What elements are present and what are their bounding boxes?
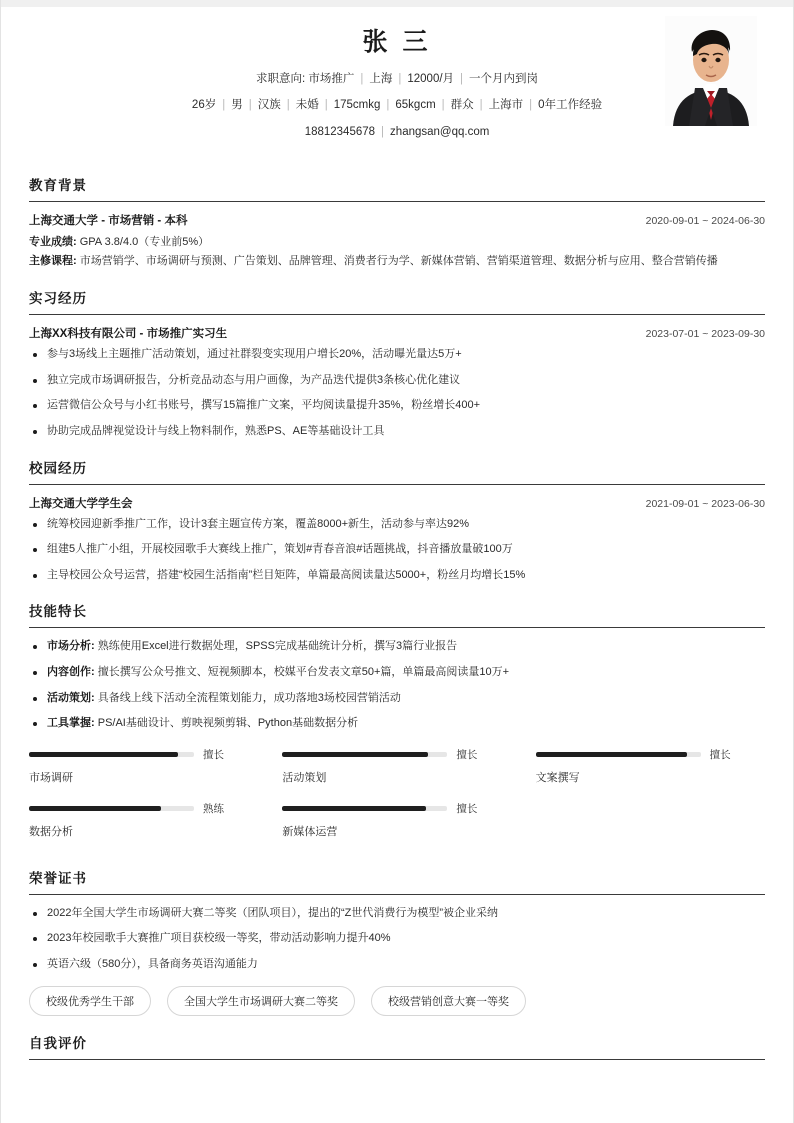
personal-info-item-7: 上海市	[488, 99, 524, 112]
campus-bullets	[29, 516, 765, 585]
contact-item-0: 18812345678	[304, 125, 376, 138]
separator-icon: |	[441, 99, 445, 112]
skill-bar-cell	[282, 801, 511, 851]
separator-icon: |	[479, 99, 483, 112]
personal-info-item-5: 65kgcm	[395, 99, 436, 112]
contact-item-1: zhangsan@qq.com	[390, 125, 490, 138]
skill-progress-fill	[29, 806, 161, 811]
separator-icon: |	[286, 99, 290, 112]
job-intent-item-0: 市场推广	[308, 73, 355, 85]
skill-bar-grid	[29, 747, 765, 851]
job-intent-values	[308, 73, 538, 85]
skill-bar-row	[536, 747, 765, 762]
section-internship	[29, 287, 765, 440]
section-title-internship: 实习经历	[29, 291, 87, 307]
internship-bullets	[29, 346, 765, 440]
skill-bar-cell	[536, 747, 765, 797]
section-divider	[29, 1059, 765, 1060]
section-title-skills: 技能特长	[29, 604, 87, 620]
separator-icon: |	[360, 73, 364, 85]
skill-text: 擅长撰写公众号推文、短视频脚本，校媒平台发表文章50+篇，单篇最高阅读量10万+	[94, 666, 510, 678]
list-item	[29, 715, 765, 733]
separator-icon: |	[398, 73, 402, 85]
job-intent-line	[29, 71, 765, 88]
section-divider	[29, 894, 765, 895]
skill-name-label: 新媒体运营	[282, 825, 338, 838]
separator-icon: |	[529, 99, 533, 112]
list-item: 英语六级（580分），具备商务英语沟通能力	[29, 956, 765, 974]
separator-icon: |	[381, 125, 385, 138]
section-divider	[29, 484, 765, 485]
section-divider	[29, 314, 765, 315]
skill-bar-row	[282, 801, 511, 816]
skill-progress-fill	[282, 806, 426, 811]
skill-bar-cell	[282, 747, 511, 797]
skill-level-label: 擅长	[203, 748, 224, 761]
section-title-self-evaluation: 自我评价	[29, 1035, 87, 1051]
section-title-education: 教育背景	[29, 177, 87, 193]
education-gpa-value: GPA 3.8/4.0（专业前5%）	[79, 235, 210, 248]
honor-tag[interactable]: 校级营销创意大赛一等奖	[371, 986, 526, 1016]
skill-bar-row	[282, 747, 511, 762]
skill-name-label: 文案撰写	[535, 771, 580, 784]
skill-text: 熟练使用Excel进行数据处理，SPSS完成基础统计分析，撰写3篇行业报告	[94, 640, 458, 653]
section-self-evaluation	[29, 1032, 765, 1060]
education-school: 上海交通大学 - 市场营销 - 本科	[29, 214, 188, 227]
honor-bullets	[29, 905, 765, 974]
education-courses-label: 主修课程:	[29, 255, 77, 267]
internship-entry-head	[29, 325, 765, 341]
skill-bullets	[29, 638, 765, 732]
list-item: 独立完成市场调研报告，分析竞品动态与用户画像，为产品迭代提供3条核心优化建议	[29, 372, 765, 390]
avatar	[665, 16, 757, 126]
list-item: 2023年校园歌手大赛推广项目获校级一等奖，带动活动影响力提升40%	[29, 930, 765, 948]
section-campus	[29, 457, 765, 585]
skill-name-label: 数据分析	[29, 825, 73, 838]
education-date: 2020-09-01 ~ 2024-06-30	[645, 214, 765, 227]
section-divider	[29, 201, 765, 202]
personal-info-item-3: 未婚	[295, 99, 319, 112]
skill-level-label: 擅长	[456, 748, 478, 761]
skill-name-label: 活动策划	[282, 771, 327, 784]
skill-bar-row	[29, 747, 258, 762]
honor-tag[interactable]: 校级优秀学生干部	[29, 986, 151, 1016]
skill-bar-cell	[29, 747, 258, 797]
internship-role: - 市场推广实习生	[136, 328, 228, 341]
job-intent-label: 求职意向:	[255, 73, 306, 85]
list-item	[29, 690, 765, 708]
skill-level-label: 擅长	[709, 748, 731, 761]
section-title-honors: 荣誉证书	[29, 870, 87, 886]
list-item: 2022年全国大学生市场调研大赛二等奖（团队项目），提出的“Z世代消费行为模型”被企业采纳	[29, 905, 765, 923]
separator-icon: |	[324, 99, 328, 112]
job-intent-item-3: 一个月内到岗	[469, 73, 539, 85]
page-title: 张 三	[362, 28, 432, 56]
separator-icon: |	[222, 99, 226, 112]
education-courses	[29, 252, 765, 271]
skill-bar-row	[29, 801, 258, 816]
section-divider	[29, 627, 765, 628]
education-gpa-label: 专业成绩:	[29, 235, 77, 248]
list-item	[29, 664, 765, 682]
list-item: 主导校园公众号运营，搭建“校园生活指南”栏目矩阵，单篇最高阅读量达5000+，粉丝月均增长15%	[29, 567, 765, 585]
skill-text: PS/AI基础设计、剪映视频剪辑、Python基础数据分析	[94, 717, 359, 730]
list-item: 统筹校园迎新季推广工作，设计3套主题宣传方案，覆盖8000+新生，活动参与率达92%	[29, 516, 765, 534]
campus-entry-head	[29, 495, 765, 511]
skill-progress-track	[282, 806, 447, 811]
list-item: 协助完成品牌视觉设计与线上物料制作，熟悉PS、AE等基础设计工具	[29, 423, 765, 441]
separator-icon: |	[460, 73, 464, 85]
list-item: 参与3场线上主题推广活动策划，通过社群裂变实现用户增长20%，活动曝光量达5万+	[29, 346, 765, 364]
internship-company	[29, 325, 227, 341]
personal-info-item-0: 26岁	[191, 99, 217, 112]
personal-info-item-8: 0年工作经验	[538, 99, 603, 112]
personal-info-item-4: 175cmkg	[333, 99, 381, 112]
skill-progress-track	[282, 752, 447, 757]
personal-info-line	[29, 97, 765, 114]
skill-label: 市场分析:	[47, 640, 95, 653]
separator-icon: |	[386, 99, 390, 112]
skill-progress-track	[29, 806, 194, 811]
education-entry-head	[29, 212, 765, 228]
job-intent-item-1: 上海	[369, 73, 393, 85]
skill-progress-track	[536, 752, 701, 757]
resume-header	[29, 0, 765, 158]
separator-icon: |	[248, 99, 252, 112]
list-item	[29, 638, 765, 656]
skill-label: 工具掌握:	[47, 717, 95, 730]
skill-level-label: 熟练	[203, 802, 224, 815]
skill-progress-track	[29, 752, 194, 757]
personal-info-item-1: 男	[231, 99, 243, 112]
section-title-campus: 校园经历	[29, 460, 87, 476]
education-courses-value: 市场营销学、市场调研与预测、广告策划、品牌管理、消费者行为学、新媒体营销、营销渠道管理、数据分析与应用、整合营销传播	[79, 255, 718, 267]
list-item: 组建5人推广小组，开展校园歌手大赛线上推广，策划#青春音浪#话题挑战，抖音播放量破100万	[29, 541, 765, 559]
skill-text: 具备线上线下活动全流程策划能力，成功落地3场校园营销活动	[94, 691, 401, 704]
skill-progress-fill	[282, 752, 427, 757]
internship-date: 2023-07-01 ~ 2023-09-30	[645, 328, 765, 341]
contact-line	[29, 124, 765, 141]
section-education	[29, 174, 765, 272]
skill-level-label: 擅长	[456, 802, 478, 815]
internship-company-name: 上海XX科技有限公司	[29, 328, 137, 341]
honor-tag-list	[29, 986, 765, 1016]
skill-name-label: 市场调研	[29, 771, 73, 784]
education-gpa	[29, 233, 765, 252]
honor-tag[interactable]: 全国大学生市场调研大赛二等奖	[167, 986, 355, 1016]
section-honors	[29, 867, 765, 1016]
personal-info-item-2: 汉族	[257, 99, 281, 112]
section-skills	[29, 600, 765, 850]
skill-progress-fill	[29, 752, 178, 757]
skill-progress-fill	[536, 752, 688, 757]
list-item: 运营微信公众号与小红书账号，撰写15篇推广文案，平均阅读量提升35%，粉丝增长400+	[29, 397, 765, 415]
campus-date: 2021-09-01 ~ 2023-06-30	[645, 497, 765, 510]
personal-info-item-6: 群众	[450, 99, 474, 112]
campus-org: 上海交通大学学生会	[29, 497, 133, 510]
job-intent-item-2: 12000/月	[407, 73, 455, 85]
skill-label: 内容创作:	[47, 666, 95, 678]
skill-label: 活动策划:	[47, 691, 95, 704]
skill-bar-cell	[29, 801, 258, 851]
